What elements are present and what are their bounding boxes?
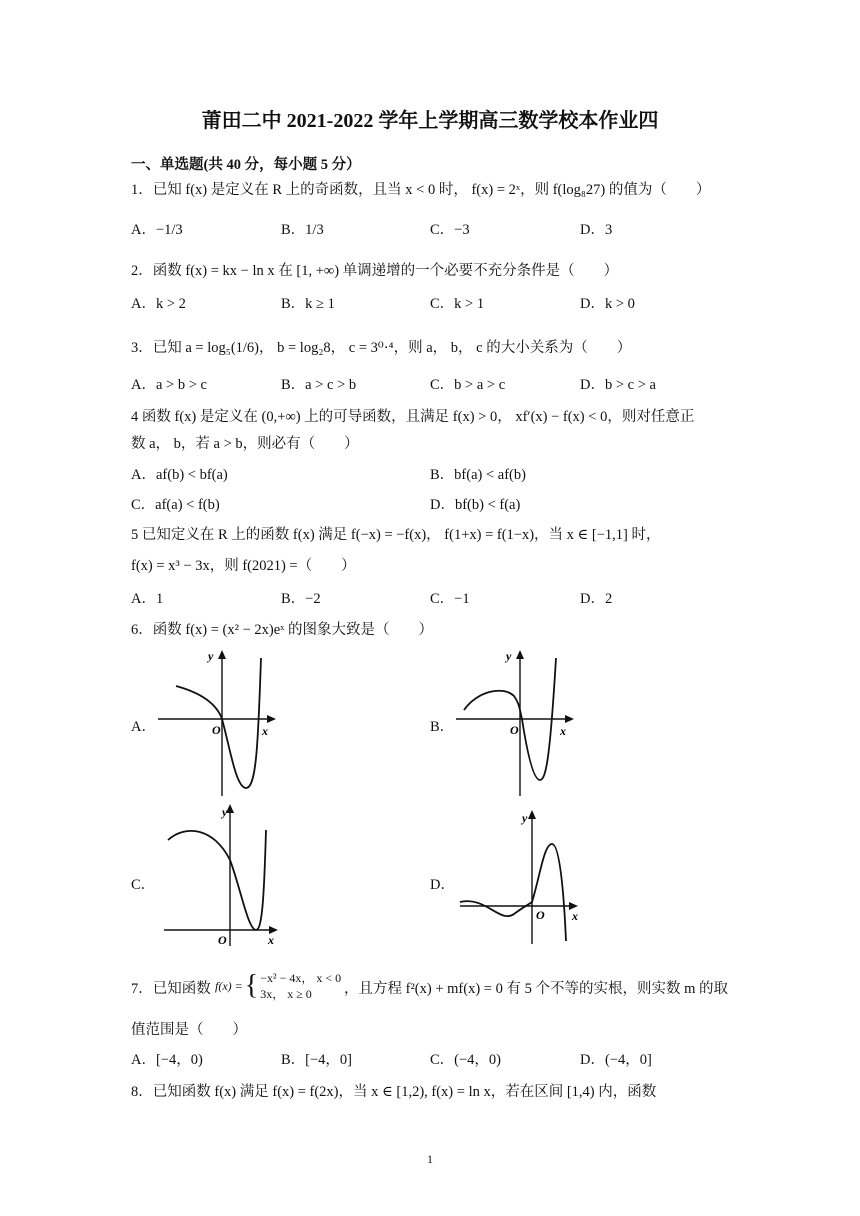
question-7-suffix: ，且方程 f²(x) + mf(x) = 0 有 5 个不等的实根，则实数 m 的取 [344,981,728,997]
question-6-option-a-label: A． [131,719,156,735]
question-7-piece-2: 3x， x ≥ 0 [260,987,312,1001]
question-3-option-c: C．b > a > c [430,377,506,393]
graph-d-origin-label: O [536,908,545,922]
question-7-option-b: B．[−4，0] [281,1052,353,1068]
question-1-option-d: D．3 [580,222,613,238]
page-number: 1 [427,1152,433,1166]
question-7-option-c: C．(−4，0) [430,1052,502,1068]
question-1-option-b: B．1/3 [281,222,324,238]
question-7-stem-line2: 值范围是（ ） [131,1022,247,1038]
section-heading: 一、单选题(共 40 分，每小题 5 分） [131,157,361,173]
question-3-option-b: B．a > c > b [281,377,357,393]
graph-a-x-label: x [262,724,268,738]
question-1-option-c: C．−3 [430,222,470,238]
question-2-option-c: C．k > 1 [430,296,485,312]
graph-c-x-label: x [268,933,274,947]
question-6-option-d-label: D． [430,877,455,893]
question-7-option-a: A．[−4，0) [131,1052,203,1068]
graph-c-origin-label: O [218,933,227,947]
graph-d [456,806,586,946]
question-8-stem: 8．已知函数 f(x) 满足 f(x) = f(2x)，当 x ∈ [1,2), f(x) = ln x，若在区间 [1,4) 内，函数 [131,1084,657,1100]
question-3-option-a: A．a > b > c [131,377,207,393]
question-6-option-b-label: B． [430,719,455,735]
graph-c-y-label: y [222,805,228,819]
graph-a-y-label: y [208,649,214,663]
question-5-stem-line1: 5 已知定义在 R 上的函数 f(x) 满足 f(−x) = −f(x)， f(1+x) = f(1−x)，当 x ∈ [−1,1] 时， [131,527,661,543]
graph-d-x-label: x [572,909,578,923]
question-4-stem-line1: 4 函数 f(x) 是定义在 (0,+∞) 上的可导函数，且满足 f(x) > 0， xf′(x) − f(x) < 0，则对任意正 [131,409,695,425]
question-7-prefix: 7．已知函数 [131,981,211,997]
question-3-stem: 3．已知 a = log₅(1/6)， b = log₂8， c = 3⁰·⁴，则 a， b， c 的大小关系为（ ） [131,340,632,356]
question-4-option-d: D．bf(b) < f(a) [430,497,521,513]
question-5-option-c: C．−1 [430,591,470,607]
question-7-piecewise: f(x) = { −x² − 4x， x < 0 3x， x ≥ 0 [215,970,342,1001]
graph-b [456,648,581,798]
question-5-stem-line2: f(x) = x³ − 3x，则 f(2021) =（ ） [131,558,356,574]
graph-d-y-label: y [522,811,528,825]
page-title: 莆田二中 2021-2022 学年上学期高三数学校本作业四 [201,110,659,132]
question-4-option-b: B．bf(a) < af(b) [430,467,526,483]
question-1-stem: 1．已知 f(x) 是定义在 R 上的奇函数，且当 x < 0 时， f(x) = 2ˣ，则 f(log₈27) 的值为（ ） [131,182,711,198]
question-4-option-c: C．af(a) < f(b) [131,497,220,513]
graph-b-y-label: y [506,649,512,663]
question-2-option-d: D．k > 0 [580,296,635,312]
question-7-piece-1: −x² − 4x， x < 0 [260,971,342,985]
question-4-stem-line2: 数 a， b，若 a > b，则必有（ ） [131,436,359,452]
question-5-option-b: B．−2 [281,591,321,607]
question-1-option-a: A．−1/3 [131,222,183,238]
question-2-stem: 2．函数 f(x) = kx − ln x 在 [1, +∞) 单调递增的一个必要不充分条件是（ ） [131,263,619,279]
graph-a-origin-label: O [212,723,221,737]
graph-b-origin-label: O [510,723,519,737]
graph-a [158,648,283,798]
question-5-option-d: D．2 [580,591,613,607]
question-5-option-a: A．1 [131,591,164,607]
question-2-option-b: B．k ≥ 1 [281,296,335,312]
question-6-option-c-label: C． [131,877,156,893]
question-6-stem: 6．函数 f(x) = (x² − 2x)eˣ 的图象大致是（ ） [131,622,433,638]
question-3-option-d: D．b > c > a [580,377,656,393]
question-4-option-a: A．af(b) < bf(a) [131,467,228,483]
question-7-option-d: D．(−4，0] [580,1052,652,1068]
question-2-option-a: A．k > 2 [131,296,186,312]
graph-c [158,800,283,950]
graph-b-x-label: x [560,724,566,738]
